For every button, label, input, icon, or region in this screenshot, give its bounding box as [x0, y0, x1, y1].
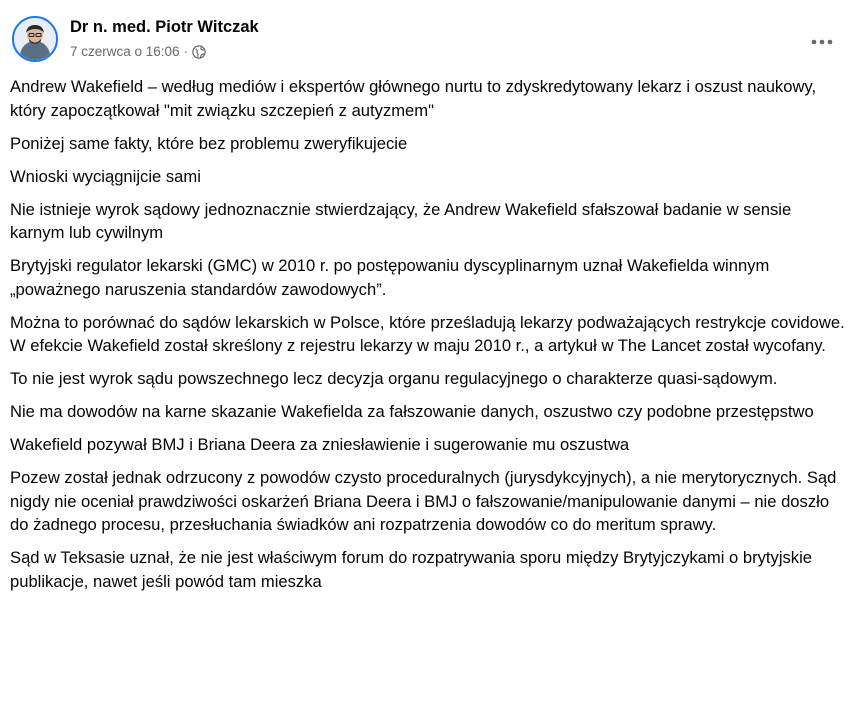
- post-meta: [70, 44, 206, 59]
- post-paragraph: Poniżej same fakty, które bez problemu zweryfikujecie: [10, 133, 408, 153]
- post-paragraph: Andrew Wakefield – według mediów i ekspertów głównego nurtu to zdyskredytowany lekarz i oszust naukowy, który zapoczątkował "mit związku szczepień z autyzmem": [10, 77, 817, 120]
- post-paragraph: Wakefield pozywał BMJ i Briana Deera za zniesławienie i sugerowanie mu oszustwa: [10, 435, 630, 454]
- post-paragraph: Wnioski wyciągnijcie sami: [10, 166, 201, 186]
- meta-separator: ·: [183, 44, 189, 59]
- post-paragraph: Pozew został jednak odrzucony z powodów czysto proceduralnych (jurysdykcyjnych), a nie merytorycznych. Sąd nigdy nie oceniał prawdziwości oskarżeń Briana Deera i BMJ o fałszowanie/manipulowanie danymi – nie doszło do żadnego procesu, przesłuchania świadków ani rozpatrzenia dowodów co do meritum sprawy.: [10, 468, 837, 534]
- globe-icon: [192, 45, 206, 59]
- post-date[interactable]: 7 czerwca o 16:06: [70, 44, 180, 59]
- post-paragraph: Nie istnieje wyrok sądowy jednoznacznie stwierdzający, że Andrew Wakefield sfałszował badanie w sensie karnym lub cywilnym: [10, 199, 792, 242]
- post-paragraph: Można to porównać do sądów lekarskich w Polsce, które prześladują lekarzy podważających restrykcje covidowe. W efekcie Wakefield został skreślony z rejestru lekarzy w maju 2010 r., a artykuł w The Lancet został wycofany.: [10, 312, 845, 355]
- post-paragraph: Brytyjski regulator lekarski (GMC) w 2010 r. po postępowaniu dyscyplinarnym uznał Wakefielda winnym „poważnego naruszenia standardów zawodowych”.: [10, 256, 770, 299]
- more-options-icon[interactable]: [804, 24, 840, 60]
- author-name[interactable]: Dr n. med. Piotr Witczak: [70, 18, 259, 36]
- post-paragraph: Sąd w Teksasie uznał, że nie jest właściwym forum do rozpatrywania sporu między Brytyjczykami o brytyjskie publikacje, nawet jeśli powód tam mieszka: [10, 548, 813, 591]
- post-paragraph: To nie jest wyrok sądu powszechnego lecz decyzja organu regulacyjnego o charakterze quasi-sądowym.: [10, 369, 778, 388]
- post-paragraph: Nie ma dowodów na karne skazanie Wakefielda za fałszowanie danych, oszustwo czy podobne przestępstwo: [10, 402, 814, 421]
- profile-avatar-icon[interactable]: [12, 16, 58, 62]
- post-header: [12, 14, 840, 66]
- post-text: [10, 75, 850, 603]
